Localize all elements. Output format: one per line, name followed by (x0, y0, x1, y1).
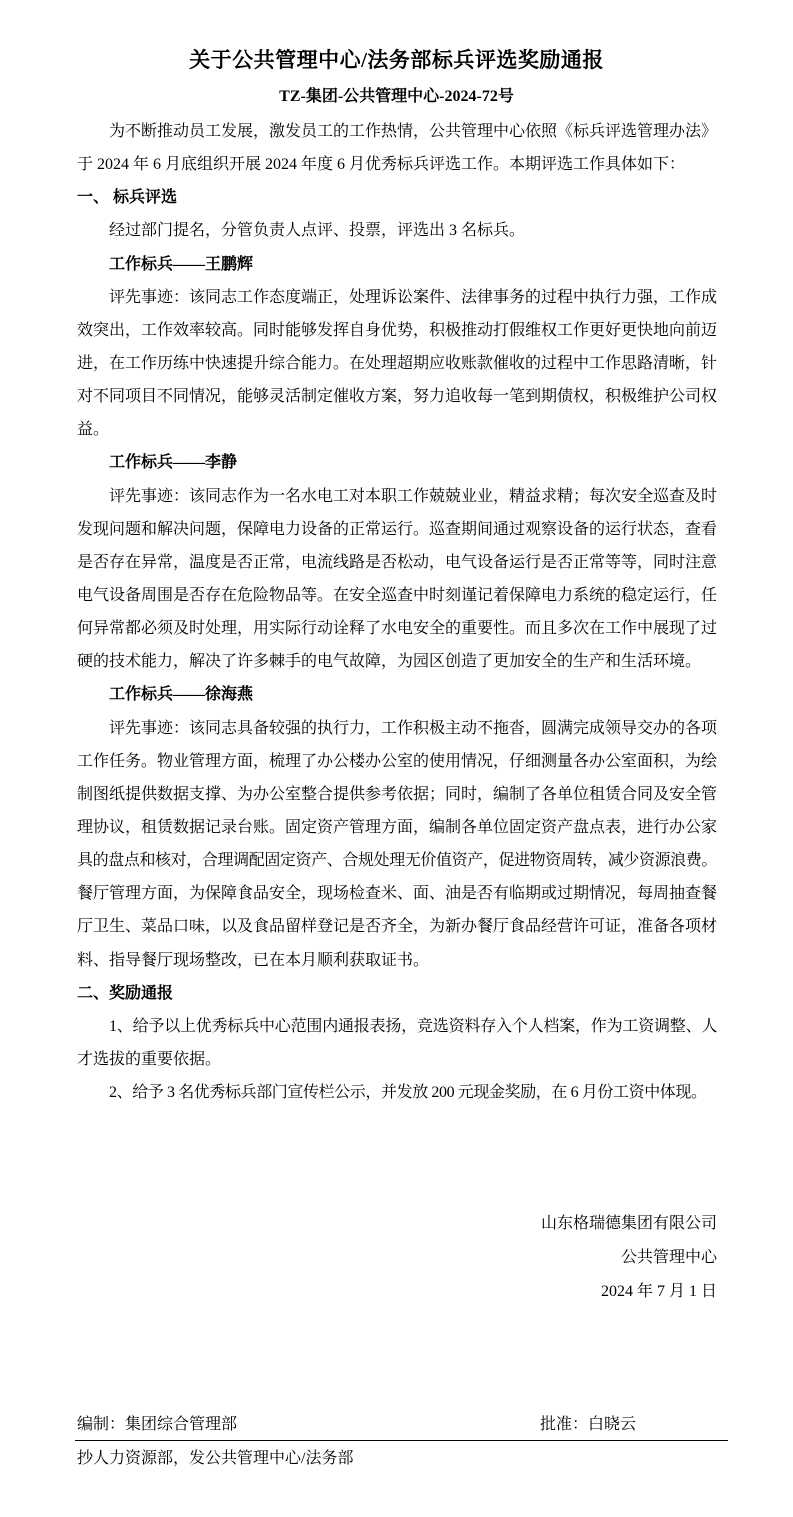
paragraph-line: 制图纸提供数据支撑、为办公室整合提供参考依据；同时，编制了各单位租赁合同及安全管 (77, 785, 718, 803)
awardee-heading: 工作标兵——王鹏辉 (109, 255, 254, 273)
paragraph-line: 评先事迹：该同志具备较强的执行力，工作积极主动不拖沓，圆满完成领导交办的各项 (109, 719, 718, 737)
paragraph-line: 才选拔的重要依据。 (77, 1050, 222, 1068)
paragraph-line: 对不同项目不同情况，能够灵活制定催收方案，努力追收每一笔到期债权，积极维护公司权 (77, 388, 718, 406)
distribution-list: 抄人力资源部，发公共管理中心/法务部 (77, 1450, 354, 1467)
paragraph-line: 进，在工作历练中快速提升综合能力。在处理超期应收账款催收的过程中工作思路清晰，针 (77, 354, 718, 372)
issuing-company: 山东格瑞德集团有限公司 (540, 1215, 717, 1232)
paragraph-line: 效突出，工作效率较高。同时能够发挥自身优势，积极推动打假维权工作更好更快地向前迈 (77, 321, 718, 339)
paragraph-line: 1、给予以上优秀标兵中心范围内通报表扬，竞选资料存入个人档案，作为工资调整、人 (109, 1017, 717, 1035)
approved-by: 批准：白晓云 (540, 1416, 637, 1433)
page-title: 关于公共管理中心/法务部标兵评选奖励通报 (189, 48, 604, 72)
paragraph-line: 益。 (77, 421, 110, 439)
reward-item-1 (77, 1010, 717, 1076)
signature-block (541, 1207, 717, 1309)
issue-date: 2024 年 7 月 1 日 (600, 1283, 717, 1300)
awardee-block-xu (77, 678, 717, 976)
awardee-citation (77, 712, 717, 977)
awardee-citation (77, 480, 717, 679)
section-heading-rewards: 二、奖励通报 (77, 984, 174, 1002)
reward-item-2 (77, 1076, 717, 1109)
paragraph-line: 为不断推动员工发展，激发员工的工作热情，公共管理中心依照《标兵评选管理办法》 (109, 123, 718, 140)
paragraph-line: 工作任务。物业管理方面，梳理了办公楼办公室的使用情况，仔细测量各办公室面积，为绘 (77, 752, 718, 770)
awardee-block-wang (77, 248, 717, 447)
awardee-citation (77, 281, 717, 447)
prepared-by: 编制：集团综合管理部 (77, 1416, 238, 1433)
section-heading-selection: 一、 标兵评选 (77, 189, 178, 207)
paragraph-line: 于 2024 年 6 月底组织开展 2024 年度 6 月优秀标兵评选工作。本期评选工作具体如下： (77, 156, 686, 174)
paragraph-line: 2、给予 3 名优秀标兵部门宣传栏公示，并发放 200 元现金奖励，在 6 月份工资中体现。 (109, 1084, 707, 1102)
footer-divider (75, 1440, 728, 1441)
paragraph-line: 是否存在异常，温度是否正常，电流线路是否松动，电气设备运行是否正常等等，同时注意 (77, 553, 718, 571)
awardee-block-li (77, 446, 717, 678)
paragraph-line: 理协议，租赁数据记录台账。固定资产管理方面，编制各单位固定资产盘点表，进行办公家 (77, 818, 718, 836)
paragraph-line: 厅卫生、菜品口味，以及食品留样登记是否齐全，为新办餐厅食品经营许可证，准备各项材 (77, 918, 718, 936)
document-body (77, 115, 717, 1109)
selection-summary: 经过部门提名，分管负责人点评、投票，评选出 3 名标兵。 (109, 222, 526, 240)
paragraph-line: 发现问题和解决问题，保障电力设备的正常运行。巡查期间通过观察设备的运行状态，查看 (77, 520, 718, 538)
paragraph-line: 具的盘点和核对，合理调配固定资产、合规处理无价值资产，促进物资周转，减少资源浪费。 (77, 852, 717, 870)
paragraph-line: 评先事迹：该同志作为一名水电工对本职工作兢兢业业，精益求精；每次安全巡查及时 (109, 487, 718, 505)
document-number: TZ-集团-公共管理中心-2024-72号 (279, 88, 514, 105)
paragraph-line: 评先事迹：该同志工作态度端正，处理诉讼案件、法律事务的过程中执行力强，工作成 (109, 288, 718, 306)
intro-paragraph (77, 115, 717, 181)
issuing-department: 公共管理中心 (620, 1249, 717, 1266)
awardee-heading: 工作标兵——徐海燕 (109, 686, 254, 704)
paragraph-line: 电气设备周围是否存在危险物品等。在安全巡查中时刻谨记着保障电力系统的稳定运行，任 (77, 586, 718, 604)
paragraph-line: 料、指导餐厅现场整改，已在本月顺利获取证书。 (77, 951, 430, 969)
paragraph-line: 何异常都必须及时处理，用实际行动诠释了水电安全的重要性。而且多次在工作中展现了过 (77, 620, 718, 638)
awardee-heading: 工作标兵——李静 (109, 454, 238, 472)
paragraph-line: 餐厅管理方面，为保障食品安全，现场检查米、面、油是否有临期或过期情况，每周抽查餐 (77, 885, 718, 903)
paragraph-line: 硬的技术能力，解决了许多棘手的电气故障，为园区创造了更加安全的生产和生活环境。 (77, 653, 702, 671)
